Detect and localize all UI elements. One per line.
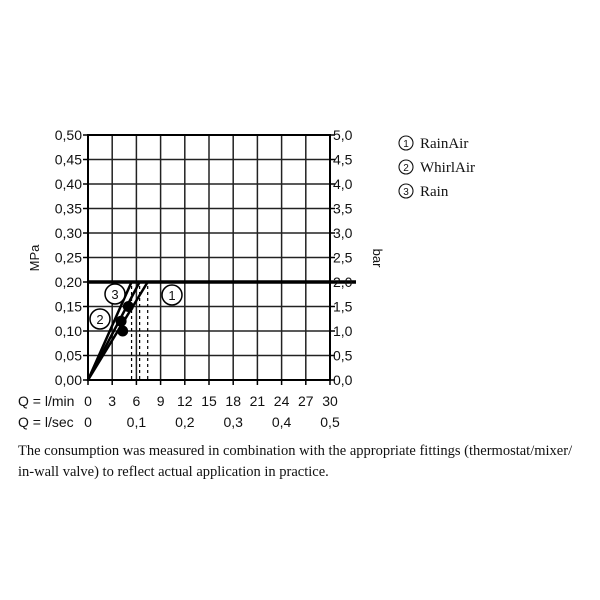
right-tick-label: 1,5 — [333, 298, 353, 315]
legend-label: WhirlAir — [420, 160, 475, 176]
series-callout-number: 1 — [168, 288, 176, 303]
x-axis-secondary-ticks — [84, 414, 340, 430]
right-tick-label: 1,0 — [333, 323, 353, 339]
legend-label: RainAir — [420, 136, 469, 152]
x-tick-label: 24 — [273, 393, 290, 409]
x-secondary-tick-label: 0,1 — [126, 414, 147, 430]
legend-marker-number: 2 — [403, 163, 409, 174]
x-tick-label: 15 — [201, 393, 217, 409]
series-point — [117, 326, 128, 337]
x-tick-label: 18 — [225, 393, 241, 409]
x-axis-ticks — [84, 380, 338, 409]
right-tick-label: 0,5 — [333, 347, 353, 364]
x-secondary-tick-label: 0,5 — [320, 414, 340, 430]
left-tick-label: 0,10 — [54, 323, 82, 339]
right-tick-label: 2,0 — [333, 274, 353, 290]
left-tick-label: 0,30 — [54, 225, 82, 241]
left-tick-label: 0,35 — [54, 200, 82, 217]
x-secondary-tick-label: 0,4 — [271, 414, 292, 430]
footnote-text: The consumption was measured in combination with the appropriate fittings (thermostat/mixer/ in-wall valve) to reflect actual application in practice. — [18, 443, 573, 480]
right-axis-ticks — [330, 127, 353, 388]
series-callout-number: 2 — [96, 312, 104, 327]
x-tick-label: 27 — [298, 393, 314, 409]
legend-label: Rain — [420, 184, 449, 200]
x-tick-label: 21 — [249, 393, 266, 409]
right-tick-label: 3,0 — [333, 225, 353, 241]
x-tick-label: 0 — [84, 393, 92, 409]
legend-marker-number: 3 — [403, 187, 409, 198]
x-tick-label: 9 — [156, 393, 165, 409]
left-tick-label: 0,15 — [54, 298, 82, 315]
x-tick-label: 12 — [177, 393, 193, 409]
right-tick-label: 3,5 — [333, 200, 353, 217]
right-tick-label: 2,5 — [333, 249, 353, 266]
chart-grid — [88, 135, 330, 380]
legend-marker-number: 1 — [403, 139, 409, 150]
left-axis-ticks — [55, 127, 88, 388]
left-tick-label: 0,20 — [54, 274, 82, 290]
chart-legend — [399, 136, 475, 200]
right-tick-label: 4,5 — [333, 151, 353, 168]
left-tick-label: 0,05 — [54, 347, 82, 364]
right-axis-unit: bar — [370, 248, 385, 268]
x-secondary-tick-label: 0 — [84, 414, 92, 430]
series-point — [123, 301, 134, 312]
series-callout-number: 3 — [111, 287, 119, 302]
series-point — [116, 316, 127, 327]
x-secondary-tick-label: 0,3 — [223, 414, 243, 430]
left-tick-label: 0,25 — [54, 249, 82, 266]
left-tick-label: 0,40 — [54, 176, 82, 192]
left-tick-label: 0,45 — [54, 151, 82, 168]
x-axis-label: Q = l/min — [18, 393, 75, 409]
left-axis-unit: MPa — [27, 244, 42, 272]
x-tick-label: 30 — [322, 393, 338, 409]
right-tick-label: 0,0 — [333, 372, 353, 388]
left-tick-label: 0,50 — [54, 127, 82, 143]
left-tick-label: 0,00 — [54, 372, 82, 388]
x-tick-label: 6 — [132, 393, 141, 409]
x-secondary-tick-label: 0,2 — [175, 414, 195, 430]
right-tick-label: 4,0 — [333, 176, 353, 192]
x-tick-label: 3 — [108, 393, 117, 409]
right-tick-label: 5,0 — [333, 127, 353, 143]
x-axis-secondary-label: Q = l/sec — [18, 414, 74, 430]
